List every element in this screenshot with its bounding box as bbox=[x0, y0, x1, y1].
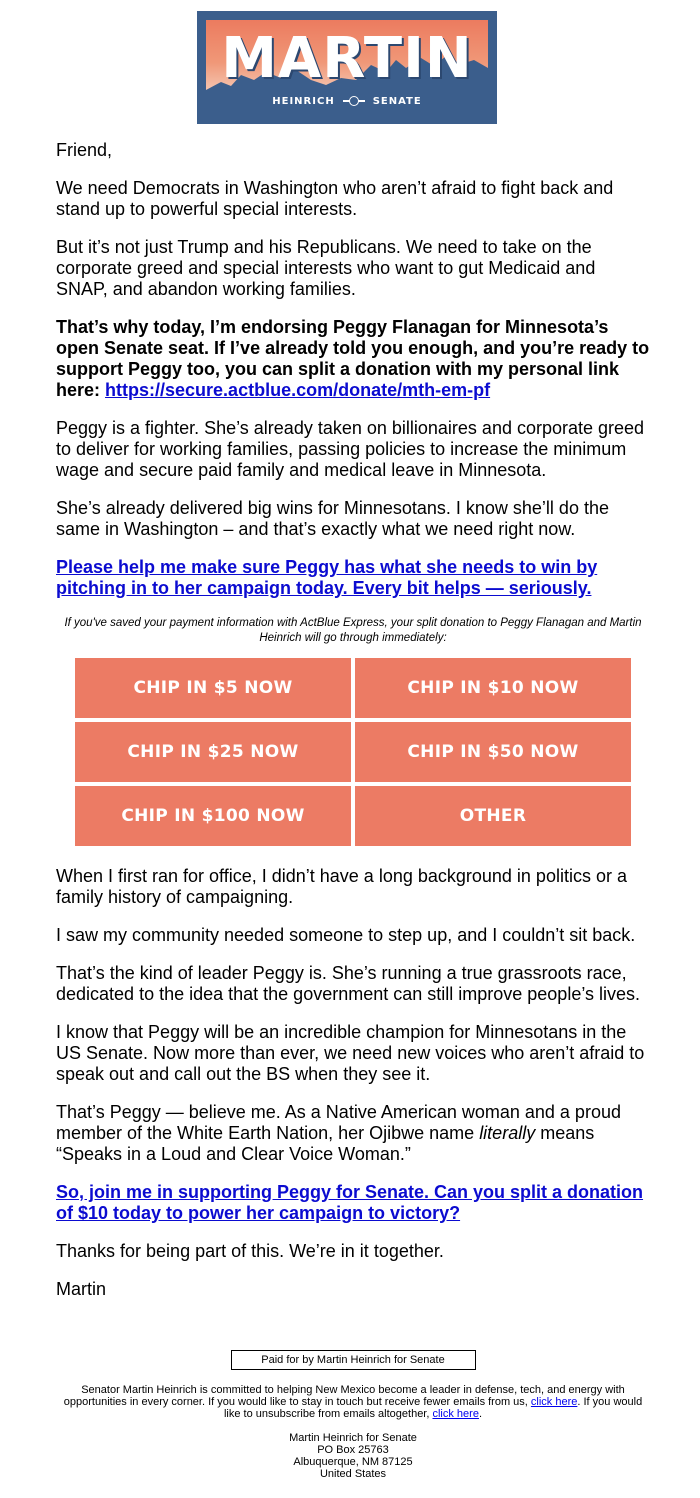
paragraph: We need Democrats in Washington who aren’t afraid to fight back and stand up to powerful special interests. bbox=[56, 178, 614, 219]
footer-text bbox=[56, 1384, 650, 1420]
text: That’s Peggy — believe me. As a Native American woman and a proud member of the White Earth Nation, her Ojibwe name bbox=[56, 1102, 621, 1143]
express-note: If you've saved your payment information with ActBlue Express, your split donation to Peggy Flanagan and Martin Heinrich will go through immediately: bbox=[64, 617, 642, 644]
paragraph: But it’s not just Trump and his Republicans. We need to take on the corporate greed and special interests who want to gut Medicaid and SNAP, and abandon working families. bbox=[56, 237, 596, 299]
chip-in-50-button[interactable]: CHIP IN $50 NOW bbox=[355, 722, 631, 782]
chip-in-5-button[interactable]: CHIP IN $5 NOW bbox=[75, 658, 351, 718]
campaign-logo bbox=[197, 11, 497, 124]
text: . bbox=[478, 1408, 483, 1420]
logo-left-text: HEINRICH bbox=[272, 96, 335, 107]
endorsement-text: That’s why today, I’m endorsing Peggy Flanagan for Minnesota’s open Senate seat. If I’ve already told you enough, and you’re ready to support Peggy too, you can split a donation with my personal link here: bbox=[56, 317, 650, 400]
fewer-emails-link[interactable]: click here bbox=[530, 1396, 578, 1408]
footer bbox=[56, 1350, 650, 1490]
text: Senator Martin Heinrich is committed to helping New Mexico become a leader in defense, tech, and energy with opportunities in every corner. If you would like to stay in touch but receive fewer emails from us, bbox=[63, 1384, 625, 1408]
address-line: Albuquerque, NM 87125 bbox=[293, 1456, 413, 1468]
paragraph bbox=[56, 1102, 650, 1165]
zia-sun-icon bbox=[343, 96, 365, 106]
chip-in-100-button[interactable]: CHIP IN $100 NOW bbox=[75, 786, 351, 846]
paragraph: She’s already delivered big wins for Minnesotans. I know she’ll do the same in Washington – and that’s exactly what we need right now. bbox=[56, 498, 609, 539]
paragraph: I saw my community needed someone to step up, and I couldn’t sit back. bbox=[56, 925, 636, 945]
paragraph: I know that Peggy will be an incredible champion for Minnesotans in the US Senate. Now more than ever, we need new voices who aren’t afraid to speak out and call out the BS when they see it. bbox=[56, 1022, 645, 1084]
cta-link-split-donation[interactable]: So, join me in supporting Peggy for Senate. Can you split a donation of $10 today to power her campaign to victory? bbox=[56, 1182, 644, 1223]
chip-in-10-button[interactable]: CHIP IN $10 NOW bbox=[355, 658, 631, 718]
chip-in-25-button[interactable]: CHIP IN $25 NOW bbox=[75, 722, 351, 782]
endorsement-paragraph bbox=[56, 317, 650, 401]
logo-right-text: SENATE bbox=[372, 96, 422, 107]
paragraph: Peggy is a fighter. She’s already taken on billionaires and corporate greed to deliver for working families, passing policies to increase the minimum wage and secure paid family and medical leave in Minnesota. bbox=[56, 418, 645, 480]
address-line: United States bbox=[319, 1468, 387, 1480]
logo-name: MARTIN bbox=[221, 26, 473, 91]
other-amount-button[interactable]: OTHER bbox=[355, 786, 631, 846]
cta-link-pitch-in[interactable]: Please help me make sure Peggy has what she needs to win by pitching in to her campaign today. Every bit helps — seriously. bbox=[56, 557, 598, 598]
paragraph: That’s the kind of leader Peggy is. She’s running a true grassroots race, dedicated to the idea that the government can still improve people’s lives. bbox=[56, 963, 641, 1004]
signoff: Martin bbox=[56, 1279, 107, 1299]
address-line: Martin Heinrich for Senate bbox=[289, 1432, 417, 1444]
text: . If you would like to unsubscribe from emails altogether, bbox=[223, 1396, 643, 1420]
emphasis: literally bbox=[479, 1123, 536, 1143]
donate-link[interactable]: https://secure.actblue.com/donate/mth-em-pf bbox=[105, 380, 491, 400]
mailing-address bbox=[56, 1432, 650, 1490]
unsubscribe-link[interactable]: click here bbox=[432, 1408, 479, 1420]
greeting: Friend, bbox=[56, 140, 113, 160]
paragraph: Thanks for being part of this. We’re in it together. bbox=[56, 1241, 444, 1261]
donation-buttons bbox=[75, 658, 631, 846]
paragraph: When I first ran for office, I didn’t have a long background in politics or a family history of campaigning. bbox=[56, 866, 627, 907]
email-body bbox=[50, 140, 650, 1490]
text: means “Speaks in a Loud and Clear Voice Woman.” bbox=[56, 1123, 595, 1164]
address-line: PO Box 25763 bbox=[317, 1444, 389, 1456]
paid-for-disclaimer: Paid for by Martin Heinrich for Senate bbox=[231, 1350, 476, 1370]
